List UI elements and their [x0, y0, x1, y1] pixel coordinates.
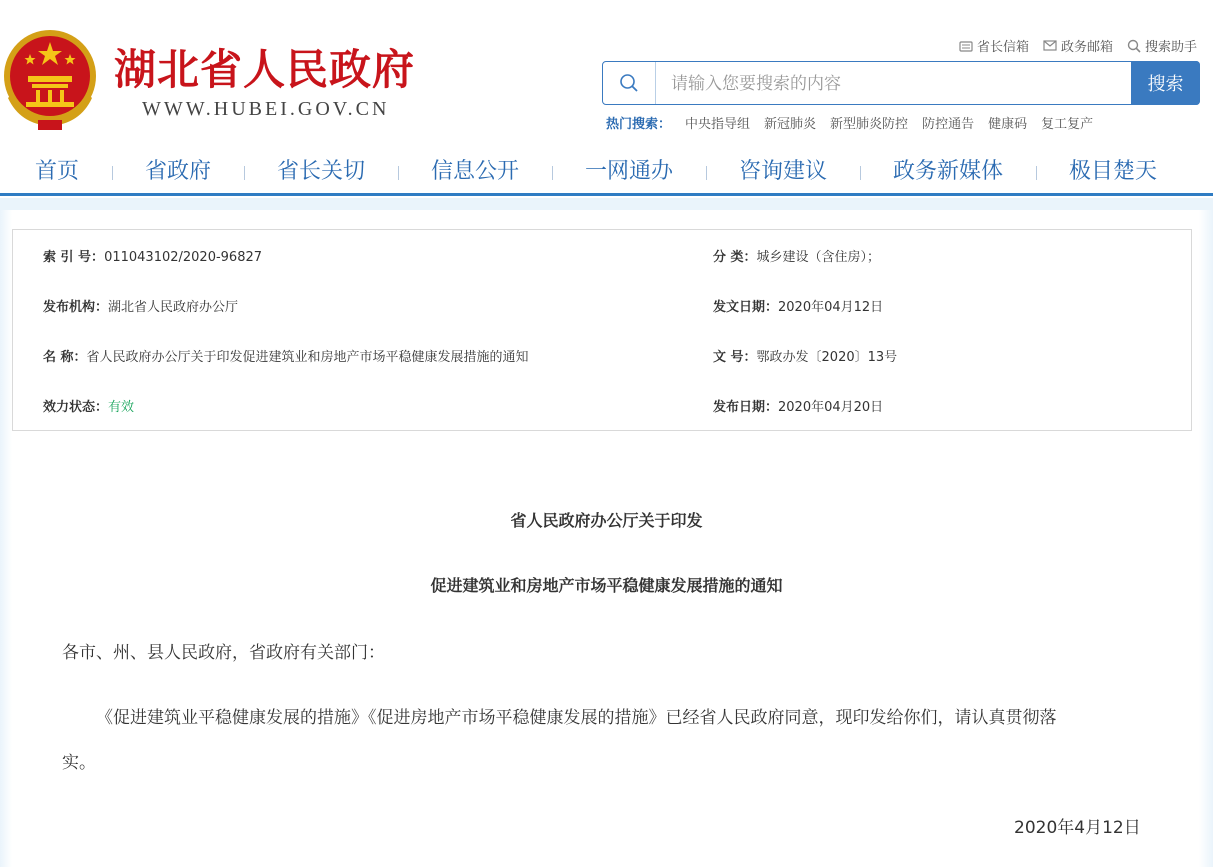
nav-divider	[706, 166, 707, 180]
meta-doc-date-value: 2020年04月12日	[778, 300, 884, 315]
site-header	[0, 0, 1213, 150]
paragraph-line: 《促进建筑业平稳健康发展的措施》《促进房地产市场平稳健康发展的措施》已经省人民政府同意，现印发给你们，请认真贯彻落	[96, 708, 1057, 728]
nav-home[interactable]: 首页	[35, 159, 80, 184]
governor-mailbox-link[interactable]	[959, 36, 1029, 55]
meta-doc-date	[713, 296, 883, 315]
nav-jimu-chutian[interactable]: 极目楚天	[1069, 159, 1158, 184]
hot-searches-label: 热门搜索：	[606, 117, 672, 132]
content-top-band	[0, 198, 1213, 210]
site-title[interactable]: 湖北省人民政府	[114, 45, 416, 94]
nav-consultation[interactable]: 咨询建议	[739, 159, 828, 184]
meta-index-value: 011043102/2020-96827	[104, 250, 263, 265]
nav-divider	[398, 166, 399, 180]
document-date: 2020年4月12日	[1014, 818, 1141, 838]
search-icon-wrap	[603, 62, 656, 104]
meta-index	[43, 246, 262, 265]
site-url: WWW.HUBEI.GOV.CN	[142, 98, 390, 120]
hot-search-item[interactable]: 防控通告	[922, 117, 975, 132]
top-links	[959, 36, 1197, 55]
meta-name	[43, 346, 529, 365]
national-emblem-icon[interactable]	[0, 28, 100, 130]
meta-pub-date-value: 2020年04月20日	[778, 400, 884, 415]
meta-issuer-label: 发布机构：	[43, 300, 109, 315]
nav-divider	[244, 166, 245, 180]
hot-search-item[interactable]: 新冠肺炎	[764, 117, 817, 132]
envelope-icon	[1043, 40, 1057, 51]
gov-email-label: 政务邮箱	[1060, 40, 1113, 55]
document-title-line1: 省人民政府办公厅关于印发	[510, 511, 703, 530]
nav-governor-concerns[interactable]: 省长关切	[277, 159, 366, 184]
search-button[interactable]: 搜索	[1131, 61, 1200, 105]
nav-information-disclosure[interactable]: 信息公开	[431, 159, 520, 184]
meta-status-value: 有效	[108, 400, 135, 415]
hot-search-item[interactable]: 新型肺炎防控	[830, 117, 909, 132]
search-assistant-link[interactable]	[1127, 36, 1197, 55]
nav-divider	[112, 166, 113, 180]
hot-search-item[interactable]: 中央指导组	[685, 117, 751, 132]
salutation: 各市、州、县人民政府，省政府有关部门：	[62, 643, 385, 663]
meta-pub-date	[713, 396, 883, 415]
meta-category-label: 分 类：	[713, 250, 757, 265]
nav-divider	[552, 166, 553, 180]
governor-mailbox-label: 省长信箱	[976, 40, 1029, 55]
meta-doc-date-label: 发文日期：	[713, 300, 779, 315]
document-metadata	[12, 229, 1192, 431]
meta-index-label: 索 引 号：	[43, 250, 105, 265]
meta-status-label: 效力状态：	[43, 400, 109, 415]
nav-divider	[1036, 166, 1037, 180]
search-assistant-label: 搜索助手	[1144, 40, 1197, 55]
gov-email-link[interactable]	[1043, 36, 1113, 55]
meta-category-value: 城乡建设（含住房）；	[756, 250, 881, 265]
hot-search-item[interactable]: 复工复产	[1041, 117, 1094, 132]
meta-name-label: 名 称：	[43, 350, 87, 365]
search-icon	[1127, 39, 1141, 53]
search-input[interactable]	[669, 68, 1133, 100]
search-box	[602, 61, 1200, 105]
nav-divider	[860, 166, 861, 180]
meta-issuer-value: 湖北省人民政府办公厅	[108, 300, 239, 315]
meta-pub-date-label: 发布日期：	[713, 400, 779, 415]
search-icon	[619, 73, 639, 93]
mailbox-icon	[959, 40, 973, 52]
nav-new-media[interactable]: 政务新媒体	[893, 159, 1004, 184]
hot-searches	[606, 113, 1107, 132]
meta-doc-number	[713, 346, 897, 365]
meta-issuer	[43, 296, 238, 315]
meta-doc-number-label: 文 号：	[713, 350, 757, 365]
meta-category	[713, 246, 880, 265]
hot-search-item[interactable]: 健康码	[988, 117, 1028, 132]
meta-status	[43, 396, 134, 415]
nav-provincial-government[interactable]: 省政府	[145, 159, 212, 184]
meta-name-value: 省人民政府办公厅关于印发促进建筑业和房地产市场平稳健康发展措施的通知	[86, 350, 529, 365]
nav-one-stop-service[interactable]: 一网通办	[585, 159, 674, 184]
paragraph-line: 实。	[62, 753, 96, 773]
main-nav	[0, 150, 1213, 196]
meta-doc-number-value: 鄂政办发〔2020〕13号	[756, 350, 898, 365]
document-title-line2: 促进建筑业和房地产市场平稳健康发展措施的通知	[430, 576, 783, 595]
